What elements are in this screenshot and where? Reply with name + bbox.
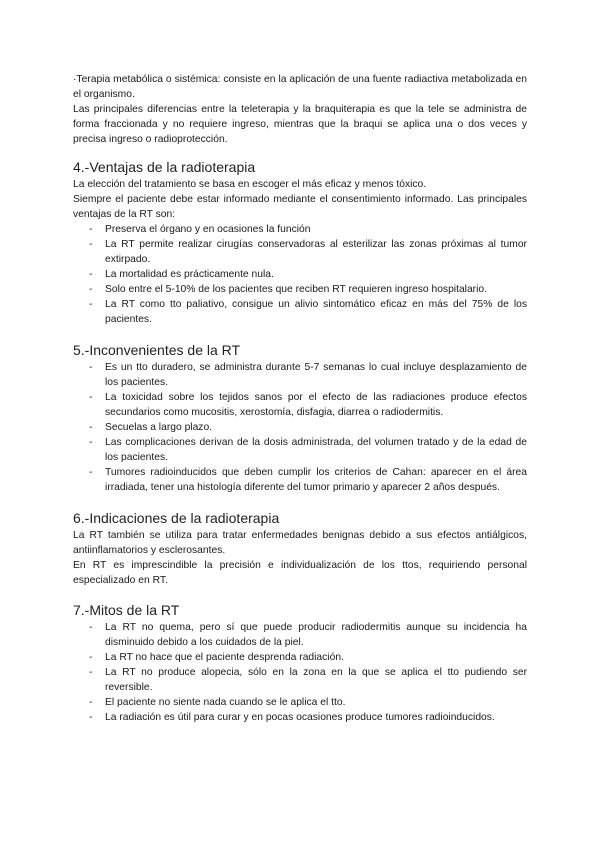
list-item: - La radiación es útil para curar y en pocas ocasiones produce tumores radioinducidos. <box>73 710 527 725</box>
list-item: - La RT permite realizar cirugías conservadoras al esterilizar las zonas próximas al tumor extirpado. <box>73 237 527 267</box>
list-item: - La RT no quema, pero sí que puede producir radiodermitis aunque su incidencia ha disminuido debido a los cuidados de la piel. <box>73 620 527 650</box>
list-item: - Las complicaciones derivan de la dosis administrada, del volumen tratado y de la edad de los pacientes. <box>73 435 527 465</box>
intro-paragraph-differences: Las principales diferencias entre la teleterapia y la braquiterapia es que la tele se administra de forma fraccionada y no requiere ingreso, mientras que la braqui se aplica una o dos veces y precisa ingreso o radioprotección. <box>73 104 527 145</box>
list-item: - La RT no hace que el paciente desprenda radiación. <box>73 650 527 665</box>
section-4-list <box>73 222 527 327</box>
document-page <box>73 72 527 725</box>
list-item: - Solo entre el 5-10% de los pacientes que reciben RT requieren ingreso hospitalario. <box>73 282 527 297</box>
section-4-paragraph-2: Siempre el paciente debe estar informado mediante el consentimiento informado. Las principales ventajas de la RT son: <box>73 194 527 220</box>
list-item: - Tumores radioinducidos que deben cumplir los criterios de Cahan: aparecer en el área irradiada, tener una histología diferente del tumor primario y aparecer 2 años después. <box>73 465 527 495</box>
list-item: - Secuelas a largo plazo. <box>73 420 527 435</box>
list-item: - Preserva el órgano y en ocasiones la función <box>73 222 527 237</box>
list-item: - La RT como tto paliativo, consigue un alivio sintomático eficaz en más del 75% de los pacientes. <box>73 297 527 327</box>
section-7-heading: 7.-Mitos de la RT <box>73 602 180 618</box>
intro-paragraph-metabolic: ·Terapia metabólica o sistémica: consiste en la aplicación de una fuente radiactiva metabolizada en el organismo. <box>73 74 527 100</box>
list-item: - El paciente no siente nada cuando se le aplica el tto. <box>73 695 527 710</box>
section-5-list <box>73 360 527 495</box>
list-item: - Es un tto duradero, se administra durante 5-7 semanas lo cual incluye desplazamiento de los pacientes. <box>73 360 527 390</box>
section-5-heading: 5.-Inconvenientes de la RT <box>73 342 241 358</box>
section-4-paragraph-1: La elección del tratamiento se basa en escoger el más eficaz y menos tóxico. <box>73 179 427 190</box>
list-item: - La mortalidad es prácticamente nula. <box>73 267 527 282</box>
section-7-list <box>73 620 527 725</box>
list-item: - La RT no produce alopecia, sólo en la zona en la que se aplica el tto pudiendo ser reversible. <box>73 665 527 695</box>
section-6-paragraph-1: La RT también se utiliza para tratar enfermedades benignas debido a sus efectos antiálgicos, antiinflamatorios y esclerosantes. <box>73 530 527 556</box>
section-6-heading: 6.-Indicaciones de la radioterapia <box>73 510 280 526</box>
list-item: - La toxicidad sobre los tejidos sanos por el efecto de las radiaciones produce efectos secundarios como mucositis, xerostomía, disfagia, diarrea o radiodermitis. <box>73 390 527 420</box>
section-6-paragraph-2: En RT es imprescindible la precisión e individualización de los ttos, requiriendo personal especializado en RT. <box>73 560 527 586</box>
section-4-heading: 4.-Ventajas de la radioterapia <box>73 159 256 175</box>
